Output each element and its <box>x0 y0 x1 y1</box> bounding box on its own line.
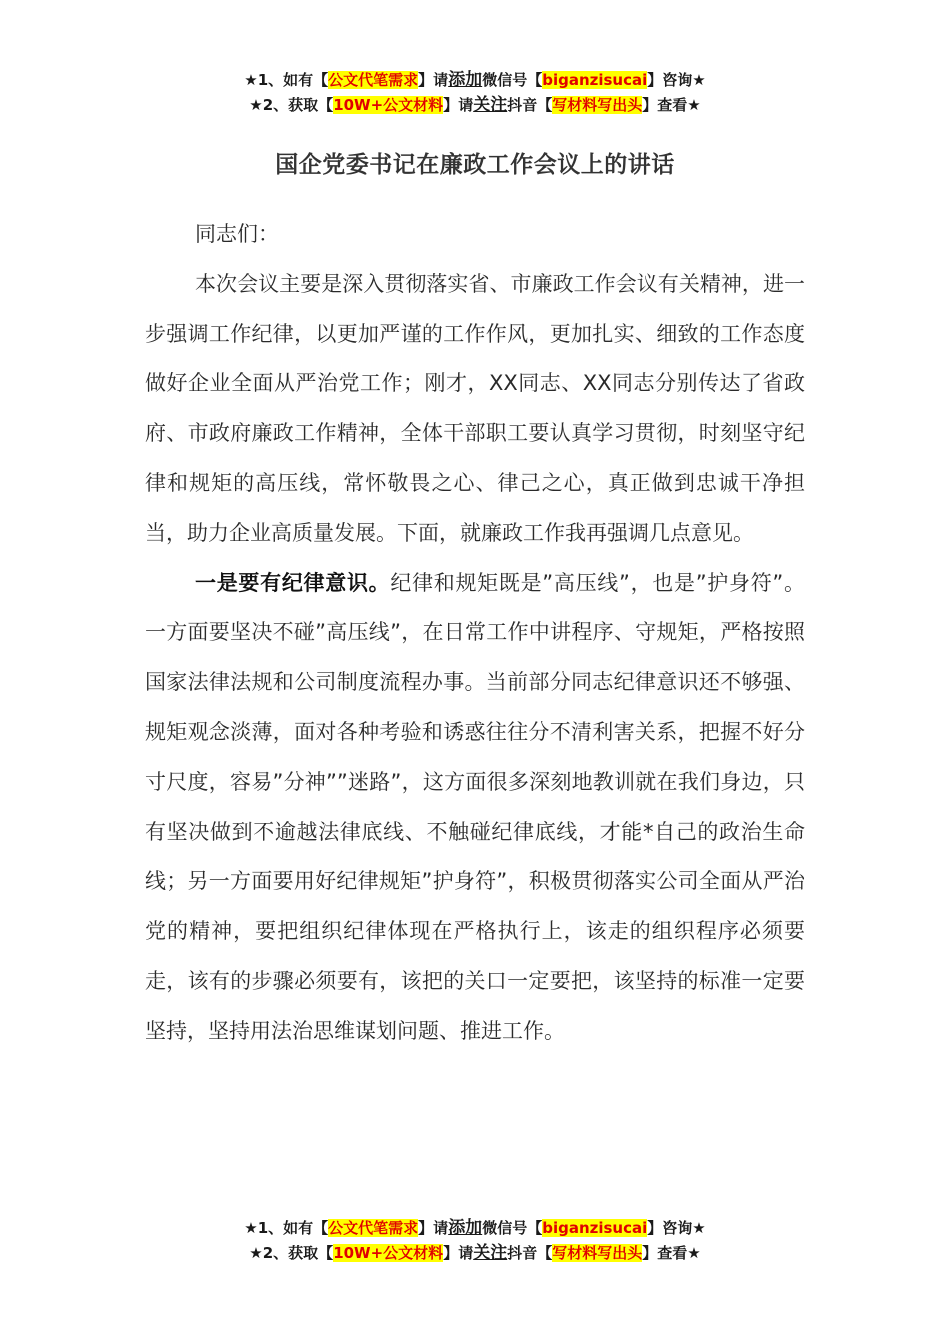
document-body <box>145 210 805 1057</box>
promo-text: ★1、如有【 <box>244 71 329 89</box>
promo-text: ★2、获取【 <box>249 1244 334 1262</box>
highlight-service: 公文代笔需求 <box>328 1219 419 1237</box>
promo-banner-top <box>0 68 950 118</box>
promo-banner-bottom <box>0 1216 950 1266</box>
promo-emphasis: 添加 <box>448 70 483 90</box>
promo-text: 】请 <box>443 96 474 114</box>
highlight-wechat-id: biganzisucai <box>542 71 648 89</box>
promo-emphasis: 关注 <box>473 95 508 115</box>
promo-text: 】查看★ <box>642 96 701 114</box>
highlight-wechat-id: biganzisucai <box>542 1219 648 1237</box>
promo-emphasis: 添加 <box>448 1218 483 1238</box>
highlight-materials: 10W+公文材料 <box>333 96 444 114</box>
promo-text: 微信号【 <box>482 1219 543 1237</box>
promo-text: 】请 <box>443 1244 474 1262</box>
paragraph-discipline <box>145 559 805 1057</box>
promo-text: ★1、如有【 <box>244 1219 329 1237</box>
highlight-douyin-account: 写材料写出头 <box>552 1244 643 1262</box>
promo-text: 】咨询★ <box>647 71 706 89</box>
promo-text: 】查看★ <box>642 1244 701 1262</box>
paragraph-lead: 一是要有纪律意识。 <box>195 570 391 595</box>
promo-text: 抖音【 <box>507 1244 553 1262</box>
promo-text: 抖音【 <box>507 96 553 114</box>
promo-line-2 <box>0 1241 950 1266</box>
document-title: 国企党委书记在廉政工作会议上的讲话 <box>275 152 675 178</box>
promo-text: 】请 <box>418 71 449 89</box>
promo-emphasis: 关注 <box>473 1243 508 1263</box>
promo-text: ★2、获取【 <box>249 96 334 114</box>
promo-line-1 <box>0 68 950 93</box>
salutation: 同志们： <box>195 222 279 246</box>
paragraph-intro: 本次会议主要是深入贯彻落实省、市廉政工作会议有关精神，进一步强调工作纪律，以更加严谨的工作作风，更加扎实、细致的工作态度做好企业全面从严治党工作；刚才，XX同志、XX同志分别传达了省政府、市政府廉政工作精神，全体干部职工要认真学习贯彻，时刻坚守纪律和规矩的高压线，常怀敬畏之心、律己之心，真正做到忠诚干净担当，助力企业高质量发展。下面，就廉政工作我再强调几点意见。 <box>145 271 805 545</box>
highlight-douyin-account: 写材料写出头 <box>552 96 643 114</box>
promo-text: 微信号【 <box>482 71 543 89</box>
highlight-materials: 10W+公文材料 <box>333 1244 444 1262</box>
highlight-service: 公文代笔需求 <box>328 71 419 89</box>
promo-line-2 <box>0 93 950 118</box>
promo-line-1 <box>0 1216 950 1241</box>
paragraph-body: 纪律和规矩既是”高压线”，也是”护身符”。一方面要坚决不碰”高压线”，在日常工作中讲程序、守规矩，严格按照国家法律法规和公司制度流程办事。当前部分同志纪律意识还不够强、规矩观念淡薄，面对各种考验和诱惑往往分不清利害关系，把握不好分寸尺度，容易”分神””迷路”，这方面很多深刻地教训就在我们身边，只有坚决做到不逾越法律底线、不触碰纪律底线，才能*自己的政治生命线；另一方面要用好纪律规矩”护身符”，积极贯彻落实公司全面从严治党的精神，要把组织纪律体现在严格执行上，该走的组织程序必须要走，该有的步骤必须要有，该把的关口一定要把，该坚持的标准一定要坚持，坚持用法治思维谋划问题、推进工作。 <box>145 570 805 1043</box>
promo-text: 】咨询★ <box>647 1219 706 1237</box>
promo-text: 】请 <box>418 1219 449 1237</box>
